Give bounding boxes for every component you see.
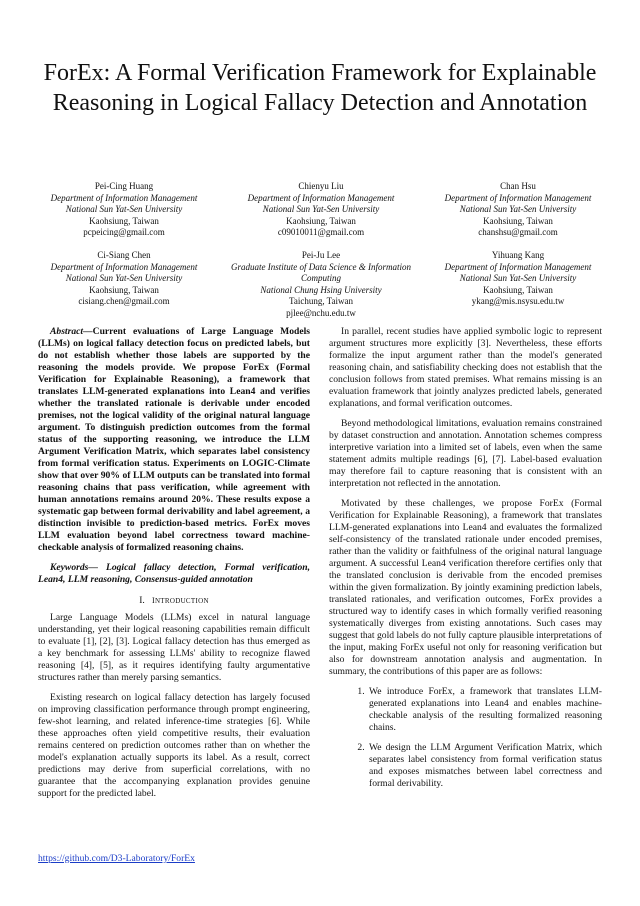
intro-paragraph: Large Language Models (LLMs) excel in natural language understanding, yet their logical reasoning capabilities remain difficult to evaluate [1], [2], [3]. Logical fallacy detection has thus emerged as a key benchmark for assessing LLMs' ability to recognize flawed reasoning [4], [5], as it requires identifying faulty argumentative structures rather than merely parsing semantics. <box>38 612 310 683</box>
author-university: National Sun Yat-Sen University <box>65 204 183 214</box>
author-location: Kaohsiung, Taiwan <box>89 284 159 295</box>
author-department: Department of Information Management <box>444 261 592 272</box>
author-block <box>26 250 222 319</box>
author-name: Chan Hsu <box>500 181 536 191</box>
keywords-label: Keywords— <box>50 562 106 573</box>
author-name: Pei-Cing Huang <box>94 181 154 191</box>
author-row-2 <box>26 250 616 319</box>
contributions-list <box>329 686 602 790</box>
list-item: 2. We design the LLM Argument Verification Matrix, which separates label consistency from formal verification status and exposes mismatches between label correctness and formal derivability. <box>367 742 602 790</box>
keywords-text: Logical fallacy detection, Formal verification, Lean4, LLM reasoning, Consensus-guided annotation <box>38 562 310 585</box>
right-column <box>329 326 602 798</box>
author-department: Graduate Institute of Data Science & Information Computing <box>231 261 411 283</box>
author-location: Kaohsiung, Taiwan <box>89 215 159 226</box>
author-email[interactable]: ykang@mis.nsysu.edu.tw <box>471 296 565 306</box>
author-block <box>26 181 222 239</box>
keywords <box>38 562 310 586</box>
author-location: Taichung, Taiwan <box>288 296 354 306</box>
author-name: Chienyu Liu <box>298 181 344 191</box>
author-university: National Chung Hsing University <box>260 284 382 295</box>
author-department: Department of Information Management <box>247 192 395 203</box>
author-university: National Sun Yat-Sen University <box>262 204 380 214</box>
author-university: National Sun Yat-Sen University <box>459 204 577 214</box>
author-location: Kaohsiung, Taiwan <box>483 215 553 226</box>
section-title: INTRODUCTION <box>151 596 209 605</box>
abstract-label: Abstract— <box>50 326 93 337</box>
left-column <box>38 326 310 808</box>
author-university: National Sun Yat-Sen University <box>459 273 577 283</box>
paper-title: ForEx: A Formal Verification Framework for Explainable Reasoning in Logical Fallacy Detection and Annotation <box>43 60 597 116</box>
section-heading <box>38 595 310 607</box>
author-name: Yihuang Kang <box>491 250 545 260</box>
author-block <box>420 181 616 239</box>
author-email[interactable]: pcpeicing@gmail.com <box>83 227 165 237</box>
author-email[interactable]: pjlee@nchu.edu.tw <box>286 307 356 318</box>
list-item: 1. We introduce ForEx, a framework that translates LLM-generated explanations into Lean4 and enables machine-checkable analysis of the resulting formalized reasoning chains. <box>367 686 602 734</box>
author-email[interactable]: chanshsu@gmail.com <box>478 227 558 237</box>
abstract-text: Current evaluations of Large Language Models (LLMs) on logical fallacy detection focus on predicted labels, but do not establish whether those labels are supported by the reasoning the models provide. We propose ForEx (Formal Verification for Explainable Reasoning), a framework that translates LLM-generated explanations into Lean4 and verifies whether the translated rationale is derivable under encoded premises, not the logical validity of the original natural language argument. To distinguish prediction outcomes from the formal status of the supporting reasoning, we introduce the LLM Argument Verification Matrix, which separates label consistency from formal verification status. Experiments on LOGIC-Climate show that over 90% of LLM outputs can be translated into formal reasoning chains that pass verification, while agreement with human annotations remains around 20%. These results expose a systematic gap between formal derivability and label agreement, a distinction invisible to prediction-based metrics. ForEx moves LLM evaluation beyond label correctness toward machine-checkable analysis of formalized reasoning chains. <box>38 326 310 553</box>
intro-paragraph: Motivated by these challenges, we propose ForEx (Formal Verification for Explainable Reasoning), a framework that translates LLM-generated explanations into Lean4 and evaluates the formalized self-consistency of the translated rationale under encoded premises, rather than the validity or faithfulness of the original natural language argument. A successful Lean4 verification therefore certifies only that the translated conclusion is derivable from the encoded premises within the given formalization. By jointly examining prediction labels, translated rationales, and verification outcomes, ForEx provides a structured way to identify cases in which formally verified reasoning systematically diverges from existing annotations. Such cases may suggest that gold labels do not fully capture plausible interpretations of the input, making ForEx useful not only for reasoning verification but also for downstream annotation analysis and augmentation. In summary, the contributions of this paper are as follows: <box>329 498 602 677</box>
intro-paragraph: In parallel, recent studies have applied symbolic logic to represent argument structures more explicitly [3]. Nevertheless, these efforts formalize the input argument rather than the model's generated reasoning chain, and satisfiability checking does not establish that the conclusion follows from stated premises. What remains missing is an evaluation framework that jointly analyzes predicted labels, generated explanations, and formal verification outcomes. <box>329 326 602 409</box>
author-block <box>223 181 419 239</box>
section-number: I. <box>139 595 145 606</box>
author-block <box>420 250 616 319</box>
author-name: Pei-Ju Lee <box>301 250 341 260</box>
author-department: Department of Information Management <box>444 192 592 203</box>
intro-paragraph: Beyond methodological limitations, evaluation remains constrained by dataset construction and annotation. Annotation schemes compress interpretive variation into a limited set of labels, even when the same statement admits multiple readings [6], [7]. Label-based evaluation may therefore fail to capture reasoning that is consistent with an interpretation not reflected in the annotation. <box>329 418 602 489</box>
github-link[interactable]: https://github.com/D3-Laboratory/ForEx <box>38 853 195 864</box>
author-location: Kaohsiung, Taiwan <box>286 215 356 226</box>
author-department: Department of Information Management <box>50 192 198 203</box>
author-department: Department of Information Management <box>50 261 198 272</box>
abstract <box>38 326 310 554</box>
author-location: Kaohsiung, Taiwan <box>483 284 553 295</box>
author-email[interactable]: c09010011@gmail.com <box>277 227 365 237</box>
author-row-1 <box>26 181 616 239</box>
author-email[interactable]: cisiang.chen@gmail.com <box>78 296 170 306</box>
author-university: National Sun Yat-Sen University <box>65 273 183 283</box>
author-name: Ci-Siang Chen <box>97 250 151 260</box>
intro-paragraph: Existing research on logical fallacy detection has largely focused on improving classification performance through prompt engineering, few-shot learning, and related inference-time strategies [6]. While these approaches often yield competitive results, their evaluation remains centered on prediction outcomes rather than on whether the model's explanation actually supports its label. As a result, correct predictions may derive from superficial correlations, with no guarantee that the accompanying explanation provides genuine support for the predicted label. <box>38 692 310 799</box>
author-block <box>223 250 419 319</box>
